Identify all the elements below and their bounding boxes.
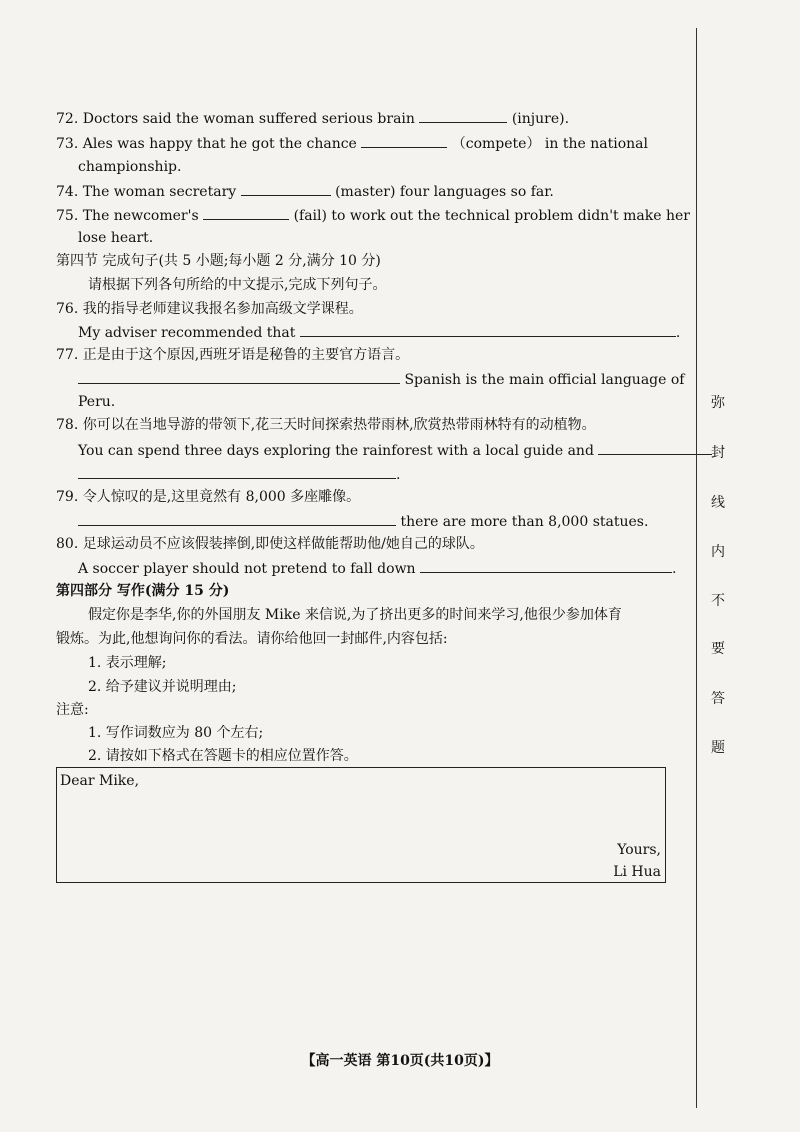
question-76-chinese: 76. 我的指导老师建议我报名参加高级文学课程。	[56, 301, 363, 317]
question-78-chinese: 78. 你可以在当地导游的带领下,花三天时间探索热带雨林,欣赏热带雨林特有的动植物。	[56, 417, 596, 433]
letter-greeting: Dear Mike,	[60, 773, 140, 789]
writing-point-1: 1. 表示理解;	[88, 655, 167, 671]
question-74: 74. The woman secretary (master) four languages so far.	[56, 181, 554, 201]
seal-char: 不	[711, 593, 725, 609]
question-75: 75. The newcomer's (fail) to work out the technical problem didn't make her	[56, 205, 690, 225]
question-79-english: there are more than 8,000 statues.	[78, 511, 648, 531]
seal-char: 要	[711, 641, 725, 657]
question-80-english: A soccer player should not pretend to fall down .	[78, 558, 676, 578]
seal-char: 线	[711, 495, 725, 511]
part-four-heading: 第四部分 写作(满分 15 分)	[56, 583, 230, 599]
answer-blank	[203, 205, 289, 220]
letter-answer-box	[56, 767, 666, 883]
answer-blank	[419, 108, 507, 123]
question-77-continued: Peru.	[78, 394, 116, 410]
answer-blank	[78, 464, 396, 479]
question-80-chinese: 80. 足球运动员不应该假装摔倒,即使这样做能帮助他/她自己的球队。	[56, 536, 484, 552]
question-77-english: Spanish is the main official language of	[78, 369, 684, 389]
note-2: 2. 请按如下格式在答题卡的相应位置作答。	[88, 748, 358, 764]
answer-blank	[241, 181, 331, 196]
question-72: 72. Doctors said the woman suffered serious brain (injure).	[56, 108, 569, 128]
seal-char: 弥	[711, 395, 725, 411]
question-73: 73. Ales was happy that he got the chance （compete） in the national	[56, 133, 648, 153]
seal-char: 内	[711, 544, 725, 560]
question-78-english: You can spend three days exploring the rainforest with a local guide and	[78, 440, 712, 460]
writing-prompt-line-1: 假定你是李华,你的外国朋友 Mike 来信说,为了挤出更多的时间来学习,他很少参加体育	[88, 607, 622, 623]
question-76-english: My adviser recommended that .	[78, 322, 680, 342]
answer-blank	[300, 322, 676, 337]
question-73-continued: championship.	[78, 159, 182, 175]
section-instruction: 请根据下列各句所给的中文提示,完成下列句子。	[88, 277, 387, 293]
answer-blank	[78, 511, 396, 526]
note-1: 1. 写作词数应为 80 个左右;	[88, 725, 264, 741]
writing-point-2: 2. 给予建议并说明理由;	[88, 679, 237, 695]
letter-closing: Yours,	[617, 842, 661, 858]
question-78-continued: .	[78, 464, 400, 484]
answer-blank	[420, 558, 672, 573]
section-heading: 第四节 完成句子(共 5 小题;每小题 2 分,满分 10 分)	[56, 253, 381, 269]
answer-blank	[78, 369, 400, 384]
answer-blank	[361, 133, 447, 148]
note-label: 注意:	[56, 702, 89, 718]
letter-signature: Li Hua	[613, 864, 661, 880]
seal-line	[696, 28, 697, 1108]
question-79-chinese: 79. 令人惊叹的是,这里竟然有 8,000 多座雕像。	[56, 489, 361, 505]
question-75-continued: lose heart.	[78, 230, 154, 246]
seal-char: 题	[711, 740, 725, 756]
writing-prompt-line-2: 锻炼。为此,他想询问你的看法。请你给他回一封邮件,内容包括:	[56, 631, 448, 647]
seal-char: 封	[711, 445, 725, 461]
seal-char: 答	[711, 691, 725, 707]
page-footer: 【高一英语 第10页(共10页)】	[301, 1053, 499, 1069]
question-77-chinese: 77. 正是由于这个原因,西班牙语是秘鲁的主要官方语言。	[56, 347, 410, 363]
